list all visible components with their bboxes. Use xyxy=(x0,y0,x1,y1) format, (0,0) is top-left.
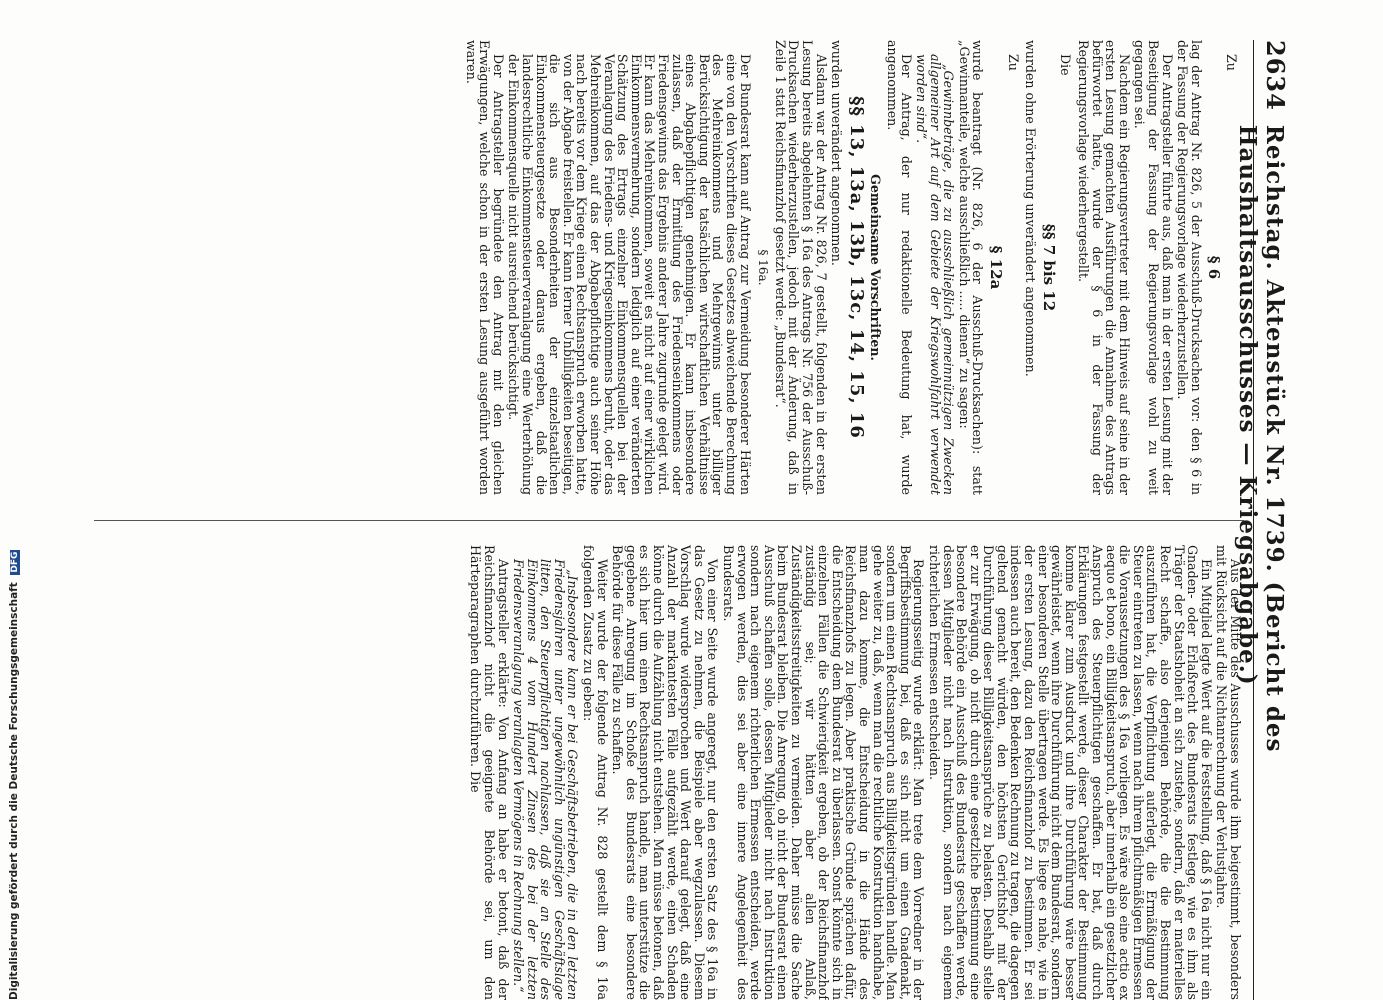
paragraph: Regierungsseitig wurde erklärt: Man trete dem Vorredner in der Begriffsbestimmung bei, daß es sich nicht um einen Gnadenakt, sondern um einen Rechtsanspruch aus Billigkeitsgründen handle. Man gehe weiter zu, daß, wenn man die rechtliche Konstruktion handhabe, man dazu komme, die Entscheidung in die Hände des Reichsfinanzhofs zu legen. Aber praktische Gründe sprächen dafür, die Entscheidung dem Bundesrat zu überlassen. Sonst könnte sich in einzelnen Fällen die Schwierigkeit ergeben, ob der Reichsfinanzhof zuständig sei; wir hätten aber allen Anlaß, Zuständigkeitsstreitigkeiten zu vermeiden. Daher müsse die Sache beim Bundesrat bleiben. Die Anregung, ob nicht der Bundesrat einen Ausschuß schaffen solle, dessen Mitglieder nicht nach Instruktion sondern nach eigenem richterlichen Ermessen entscheiden, werde erwogen werden, dies sei aber eine innere Angelegenheit des Bundesrats. xyxy=(721,545,927,1000)
zu-label: Die xyxy=(1058,54,1074,76)
footer-credit xyxy=(8,0,30,1000)
paragraph: Der Antrag, der nur redaktionelle Bedeutung hat, wurde angenommen. xyxy=(884,40,914,495)
quoted-text: Der Bundesrat kann auf Antrag zur Vermeidung besonderer Härten eine von den Vorschriften dieses Gesetzes abweichende Berechnung des Mehreinkommens und Mehrgewinns unter billiger Berücksichtigung der tatsächlichen wirtschaftlichen Verhältnisse eines Abgabepflichtigen genehmigen. Er kann insbesondere zulassen, daß der Ermittlung des Friedenseinkommens oder Friedensgewinns das Ergebnis anderer Jahre zugrunde gelegt wird. Er kann das Mehreinkommen, soweit es nicht auf einer wirklichen Einkommensvermehrung, sondern lediglich auf einer veränderten Schätzung des Ertrags einzelner Einkommensquellen bei der Veranlagung des Friedens- und Kriegseinkommens beruht, oder das Mehreinkommen, auf das der Abgabepflichtige auch seiner Höhe nach bereits vor dem Kriege einen Rechtsanspruch erworben hatte, von der Abgabe freistellen. Er kann ferner Unbilligkeiten beseitigen, die sich aus Besonderheiten der einzelstaatlichen Einkommensteuergesetze oder daraus ergeben, daß die landesrechtliche Einkommensteuerveranlagung eine Werterhöhung der Einkommensquelle nicht ausreichend berücksichtigt. xyxy=(506,54,753,495)
paragraph: Von einer Seite wurde angeregt, nur den ersten Satz des § 16a in das Gesetz zu nehmen, die Beispiele aber wegzulassen. Diesem Vorschlag wurde widersprochen und Wert darauf gelegt, daß eine Anzahl der markantesten Fälle aufgezählt werde, einen Schaden könne durch die Aufzählung nicht entstehen. Man müsse betonen, daß es sich hier um einen Rechtsanspruch handle, man unterstütze die gegebene Anregung im Schoße des Bundesrats eine besondere Behörde für diese Fälle zu schaffen. xyxy=(610,545,721,1000)
left-column xyxy=(462,40,1242,495)
subheading: Gemeinsame Vorschriften. xyxy=(868,174,884,361)
paragraph: Ein Mitglied legte Wert auf die Feststellung, daß § 16a nicht nur ein Gnaden- oder Erlaßrecht des Bundesrats festlege, wie es ihm als Träger der Staatshoheit an sich zustehe, sondern, daß er materielles Recht schaffe, also derjenigen Behörde, die die Bestimmung auszuführen hat, die Verpflichtung auferlegt, die Ermäßigung der Steuer eintreten zu lassen, wenn nach ihrem pflichtmäßigen Ermessen die Voraussetzungen des § 16a vorliegen. Es wäre also eine actio ex aequo et bono, ein Billigkeitsanspruch, aber innerhalb ein gesetzlicher Anspruch des Steuerpflichtigen geschaffen. Er bat, daß durch Erklärungen festgestellt werde, dieser Charakter der Bestimmung komme klarer zum Ausdruck und ihre Durchführung wäre besser gewährleistet, wenn ihre Durchführung nicht dem Bundesrat, sondern einer besonderen Stelle übertragen werde. Es liege es nahe, wie in der ersten Lesung, dazu den Reichsfinanzhof zu bestimmen. Er sei indessen auch bereit, den Bedenken Rechnung zu tragen, die dagegen geltend gemacht würden, den höchsten Gerichtshof mit der Durchführung dieser Billigkeitsansprüche zu belasten. Deshalb stelle er zur Erwägung, ob nicht durch eine gesetzliche Bestimmung eine besondere Behörde ein Ausschuß des Bundesrats geschaffen werde, dessen Mitglieder nicht nach Instruktion, sondern nach eigenem richterlichen Ermessen entscheiden. xyxy=(926,545,1214,1000)
column-divider xyxy=(94,520,1244,521)
paragraph: Weiter wurde der folgende Antrag Nr. 828 gestellt dem § 16a folgenden Zusatz zu geben: xyxy=(581,545,610,1000)
page-title: Reichstag. Aktenstück Nr. 1739. (Bericht des Haushaltsausschusses — Kriegsabgabe.) xyxy=(1234,124,1288,753)
paragraph: Alsdann war der Antrag Nr. 826, 7 gestellt, folgenden in der ersten Lesung bereits abgelehnten § 16a des Antrags Nr. 756 der Ausschuß-Drucksachen wiederherzustellen, jedoch mit der Änderung, daß in Zeile 1 statt Reichsfinanzhof gesetzt werde: „Bundesrat“. xyxy=(772,40,829,495)
section-heading: § 16a. xyxy=(756,249,771,286)
paragraph: Der Antragsteller führte aus, daß man in der ersten Lesung mit der Beseitigung der Fassung der Regierungsvorlage wohl zu weit gegangen sei. xyxy=(1132,40,1175,495)
rotated-page-content xyxy=(60,40,1290,1000)
quoted-text: „Insbesondere kann er bei Geschäftsbetrieben, die in den letzten Friedensjahren unter ungewöhnlich ungünstigen Geschäftslage litten, den Steuerpflichtigen nachlassen, daß sie an Stelle des Einkommens 4 vom Hundert Zinsen des bei der letzten Friedensveranlagung veranlagten Vermögens in Rechnung stellen.“ xyxy=(511,559,581,1000)
paragraph: Aus der Mitte des Ausschusses wurde ihm beigestimmt, besonders mit Rücksicht auf die Nichtanrechnung der Verlustjahre. xyxy=(1214,545,1243,1000)
right-column xyxy=(467,545,1242,1000)
paragraph: wurde beantragt (Nr. 826, 6 der Ausschuß-Drucksachen): statt „Gewinnanteile, welche ausschließlich ..... dienen“ zu sagen: xyxy=(956,40,986,495)
page-number: 2634 xyxy=(1261,40,1290,111)
paragraph: Nachdem ein Regierungsvertreter mit dem Hinweis auf seine in der ersten Lesung gemachten Ausführungen die Annahme des Antrags befürwortet hatte, wurde der § 6 in der Fassung der Regierungsvorlage wiederhergestellt. xyxy=(1076,40,1132,495)
paragraph: wurden ohne Erörterung unverändert angenommen. xyxy=(1023,40,1039,377)
footer-text: Digitalisierung gefördert durch die Deutsche Forschungsgemeinschaft xyxy=(8,582,20,1000)
section-heading: § 12a xyxy=(987,245,1006,290)
section-heading: §§ 7 bis 12 xyxy=(1039,223,1058,312)
page-header xyxy=(1234,40,1290,1000)
paragraph: wurden unverändert angenommen. xyxy=(829,40,845,266)
section-heading: § 6 xyxy=(1205,255,1224,280)
zu-label: Zu xyxy=(1005,54,1021,71)
section-heading: §§ 13, 13a, 13b, 13c, 14, 15, 16 xyxy=(845,96,867,439)
dfg-logo-icon: DFG xyxy=(10,551,20,573)
paragraph: Antragsteller erklärte: Von Anfang an habe er betont, daß der Reichsfinanzhof nicht die geeignete Behörde sei, um den Härteparagraphen durchzuführen. Die xyxy=(468,545,511,1000)
paragraph: lag der Antrag Nr. 826, 5 der Ausschuß-Drucksachen vor: den § 6 in der Fassung der Regierungsvorlage wiederherzustellen. xyxy=(1175,40,1204,495)
zu-label: Zu xyxy=(1224,54,1239,71)
quoted-text: „Gewinnbeträge, die zu ausschließlich gemeinnützigen Zwecken allgemeiner Art auf dem Gebiete der Kriegswohlfahrt verwendet worden sind“. xyxy=(914,54,957,495)
paragraph: Der Antragsteller begründete den Antrag mit den gleichen Erwägungen, welche schon in der ersten Lesung ausgeführt worden waren. xyxy=(463,40,506,495)
